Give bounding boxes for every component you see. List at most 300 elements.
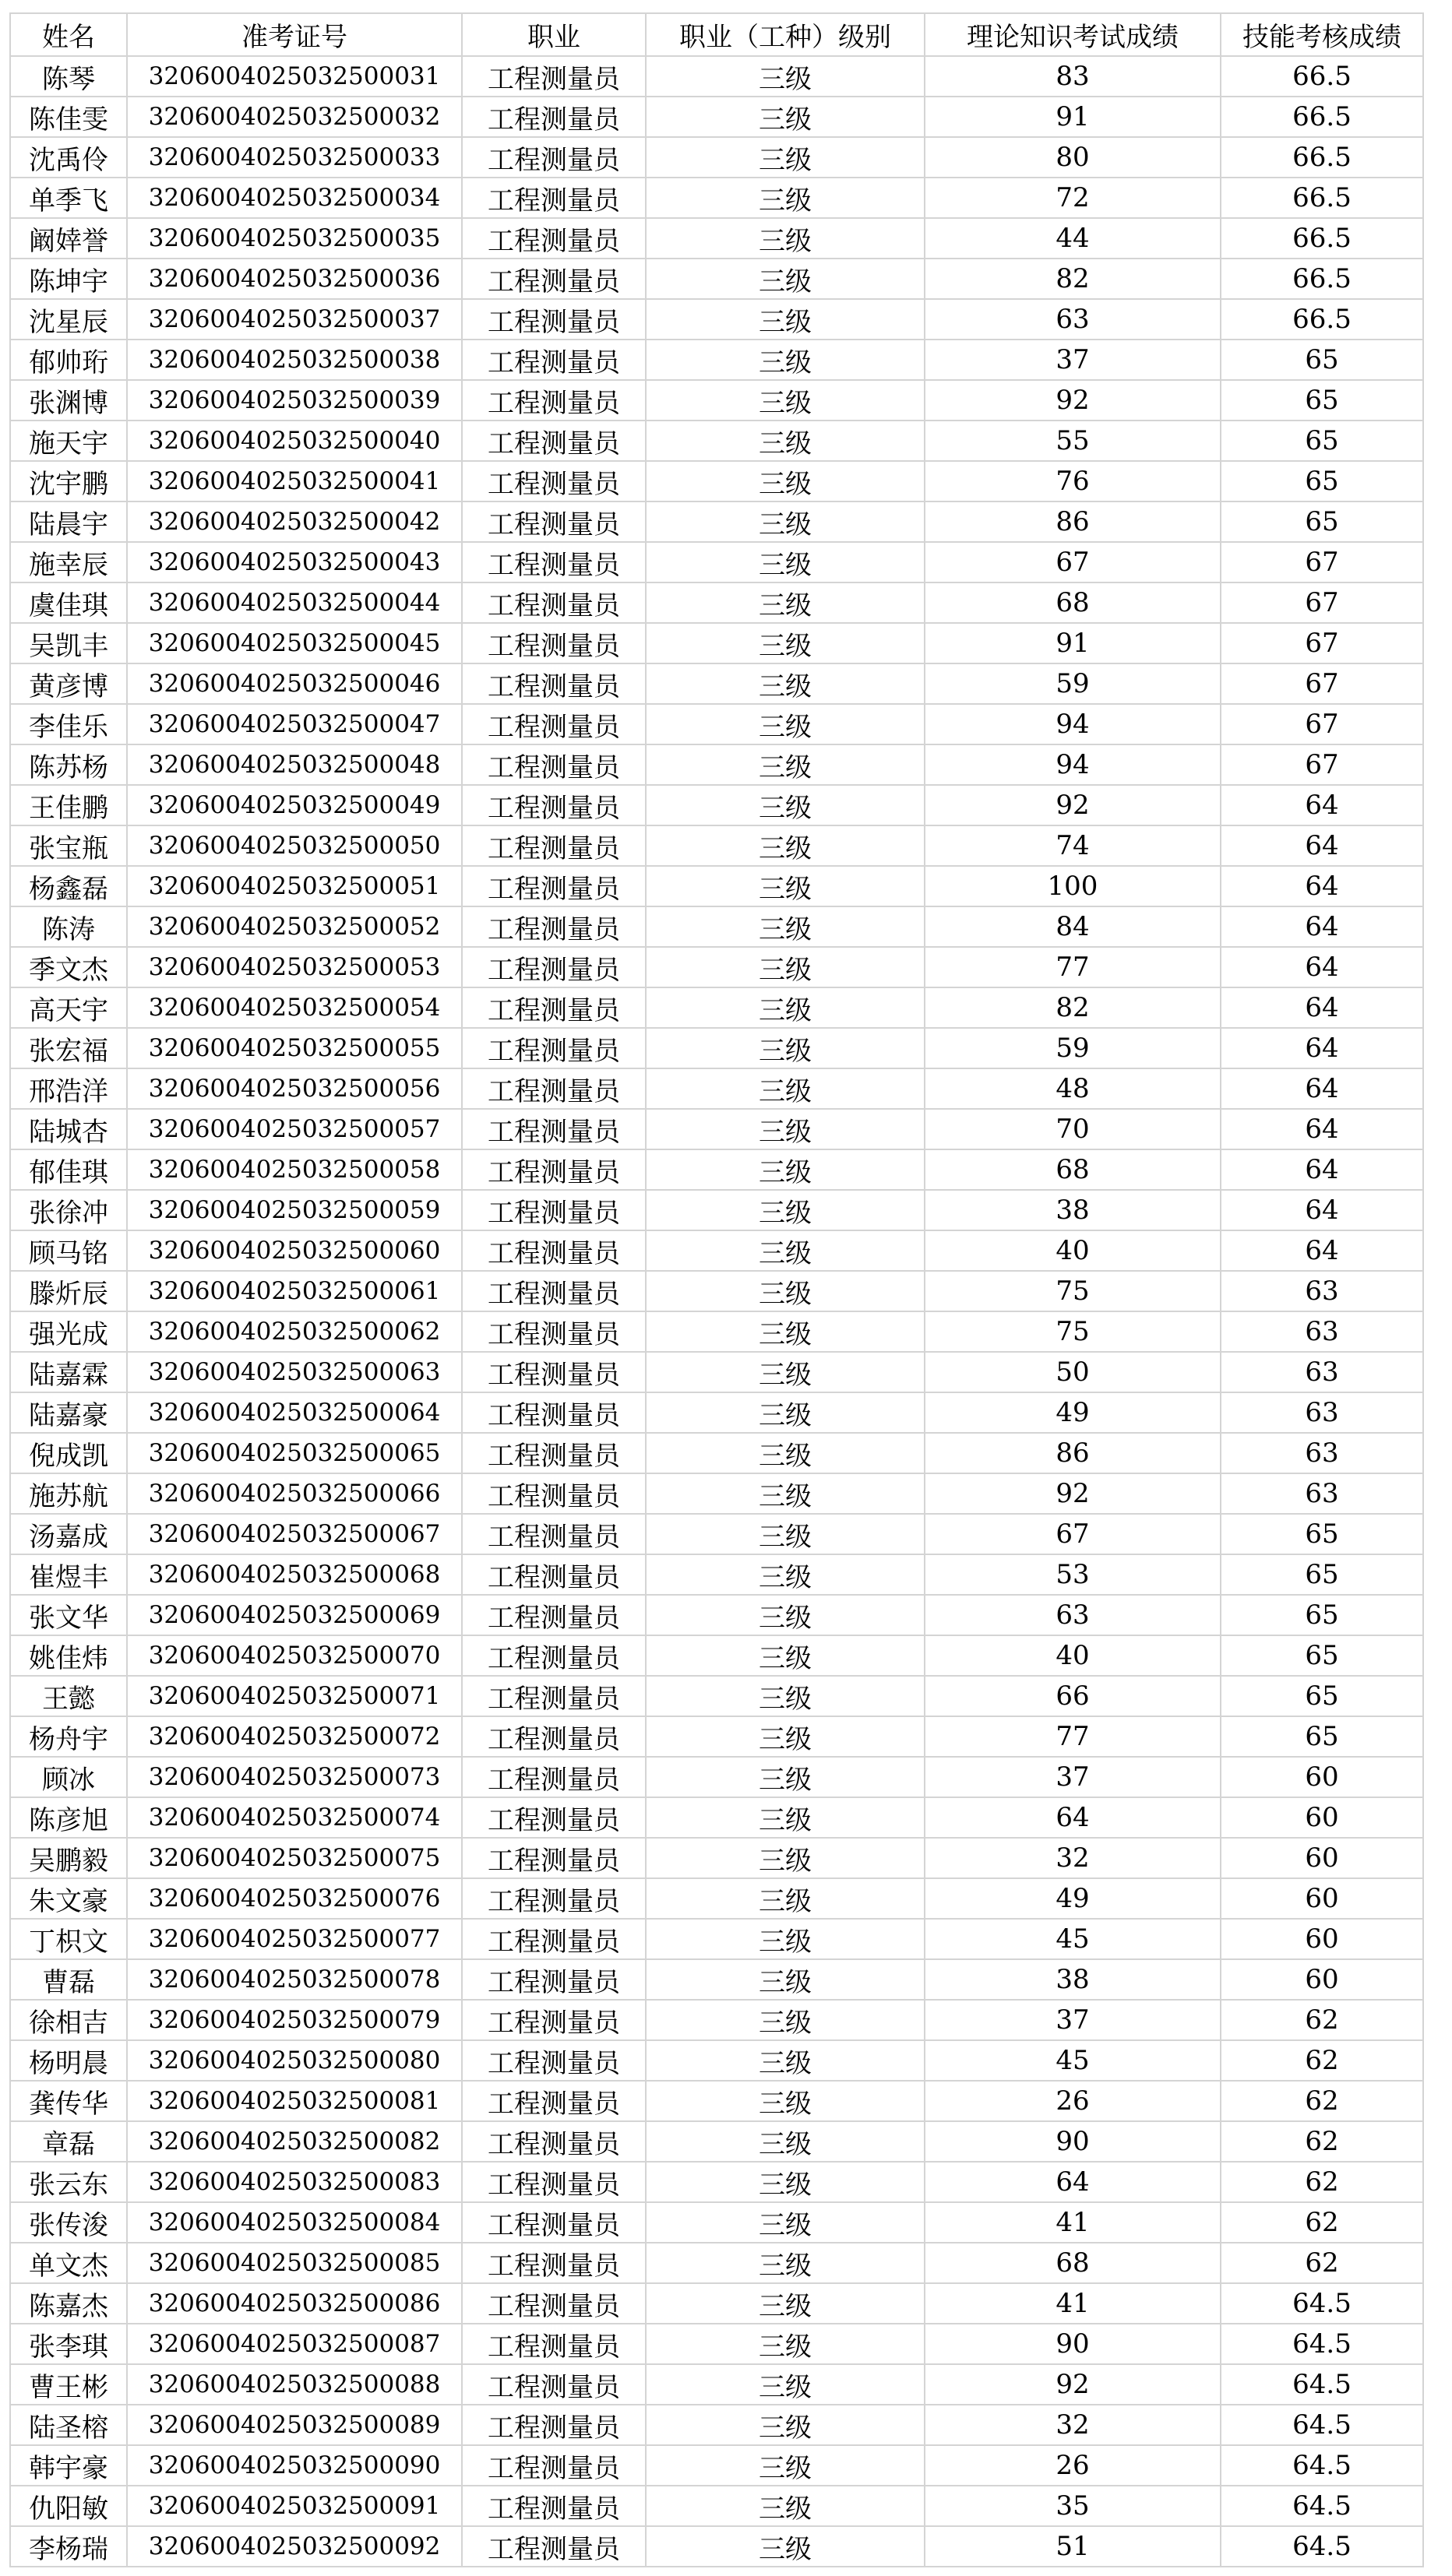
cell-exam-id: 3206004025032500067 xyxy=(127,1514,462,1554)
cell-skill-score: 65 xyxy=(1221,1676,1423,1716)
cell-skill-score: 64.5 xyxy=(1221,2324,1423,2364)
header-exam-id: 准考证号 xyxy=(127,13,462,56)
cell-name: 丁枳文 xyxy=(10,1919,127,1959)
cell-theory-score: 48 xyxy=(925,1068,1221,1109)
table-row xyxy=(10,2243,1423,2283)
cell-exam-id: 3206004025032500038 xyxy=(127,340,462,380)
cell-theory-score: 86 xyxy=(925,1433,1221,1473)
cell-occupation: 工程测量员 xyxy=(462,1838,646,1878)
cell-skill-score: 62 xyxy=(1221,2121,1423,2162)
table-row xyxy=(10,56,1423,97)
cell-exam-id: 3206004025032500087 xyxy=(127,2324,462,2364)
table-row xyxy=(10,2526,1423,2567)
cell-theory-score: 51 xyxy=(925,2526,1221,2567)
table-row xyxy=(10,2283,1423,2324)
cell-occupation: 工程测量员 xyxy=(462,947,646,987)
cell-level: 三级 xyxy=(646,623,925,663)
cell-level: 三级 xyxy=(646,2283,925,2324)
cell-skill-score: 64 xyxy=(1221,1028,1423,1068)
cell-occupation: 工程测量员 xyxy=(462,987,646,1028)
cell-theory-score: 91 xyxy=(925,623,1221,663)
cell-theory-score: 77 xyxy=(925,947,1221,987)
cell-theory-score: 66 xyxy=(925,1676,1221,1716)
table-row xyxy=(10,1716,1423,1757)
cell-name: 单季飞 xyxy=(10,178,127,218)
cell-skill-score: 65 xyxy=(1221,1635,1423,1676)
cell-skill-score: 64 xyxy=(1221,987,1423,1028)
cell-skill-score: 62 xyxy=(1221,2081,1423,2121)
cell-exam-id: 3206004025032500069 xyxy=(127,1595,462,1635)
cell-exam-id: 3206004025032500049 xyxy=(127,785,462,825)
cell-level: 三级 xyxy=(646,1554,925,1595)
cell-occupation: 工程测量员 xyxy=(462,178,646,218)
cell-level: 三级 xyxy=(646,744,925,785)
cell-skill-score: 64 xyxy=(1221,785,1423,825)
cell-occupation: 工程测量员 xyxy=(462,1190,646,1230)
cell-skill-score: 60 xyxy=(1221,1838,1423,1878)
cell-skill-score: 67 xyxy=(1221,582,1423,623)
cell-name: 顾马铭 xyxy=(10,1230,127,1271)
cell-name: 沈宇鹏 xyxy=(10,461,127,501)
cell-level: 三级 xyxy=(646,2364,925,2405)
cell-name: 阚婞誉 xyxy=(10,218,127,259)
cell-skill-score: 66.5 xyxy=(1221,218,1423,259)
cell-skill-score: 66.5 xyxy=(1221,97,1423,137)
cell-name: 陆嘉霖 xyxy=(10,1352,127,1392)
cell-theory-score: 94 xyxy=(925,704,1221,744)
cell-theory-score: 92 xyxy=(925,380,1221,421)
cell-name: 陆嘉豪 xyxy=(10,1392,127,1433)
cell-level: 三级 xyxy=(646,1311,925,1352)
cell-level: 三级 xyxy=(646,218,925,259)
cell-occupation: 工程测量员 xyxy=(462,906,646,947)
cell-skill-score: 66.5 xyxy=(1221,56,1423,97)
cell-level: 三级 xyxy=(646,137,925,178)
cell-exam-id: 3206004025032500037 xyxy=(127,299,462,340)
cell-skill-score: 64 xyxy=(1221,1230,1423,1271)
cell-occupation: 工程测量员 xyxy=(462,582,646,623)
cell-exam-id: 3206004025032500063 xyxy=(127,1352,462,1392)
table-row xyxy=(10,1554,1423,1595)
cell-occupation: 工程测量员 xyxy=(462,2526,646,2567)
cell-name: 沈星辰 xyxy=(10,299,127,340)
cell-theory-score: 44 xyxy=(925,218,1221,259)
cell-exam-id: 3206004025032500035 xyxy=(127,218,462,259)
cell-occupation: 工程测量员 xyxy=(462,1271,646,1311)
cell-occupation: 工程测量员 xyxy=(462,2445,646,2486)
cell-level: 三级 xyxy=(646,178,925,218)
cell-skill-score: 65 xyxy=(1221,380,1423,421)
cell-exam-id: 3206004025032500036 xyxy=(127,259,462,299)
table-row xyxy=(10,2040,1423,2081)
score-table xyxy=(9,12,1424,2567)
cell-exam-id: 3206004025032500091 xyxy=(127,2486,462,2526)
cell-theory-score: 53 xyxy=(925,1554,1221,1595)
cell-occupation: 工程测量员 xyxy=(462,299,646,340)
table-row xyxy=(10,421,1423,461)
cell-level: 三级 xyxy=(646,501,925,542)
cell-name: 陈琴 xyxy=(10,56,127,97)
table-row xyxy=(10,1271,1423,1311)
cell-exam-id: 3206004025032500089 xyxy=(127,2405,462,2445)
cell-level: 三级 xyxy=(646,1635,925,1676)
cell-occupation: 工程测量员 xyxy=(462,259,646,299)
cell-occupation: 工程测量员 xyxy=(462,461,646,501)
cell-exam-id: 3206004025032500050 xyxy=(127,825,462,866)
cell-name: 曹磊 xyxy=(10,1959,127,2000)
cell-level: 三级 xyxy=(646,947,925,987)
cell-level: 三级 xyxy=(646,1797,925,1838)
header-name: 姓名 xyxy=(10,13,127,56)
cell-occupation: 工程测量员 xyxy=(462,2121,646,2162)
cell-level: 三级 xyxy=(646,1514,925,1554)
cell-theory-score: 38 xyxy=(925,1190,1221,1230)
table-row xyxy=(10,1676,1423,1716)
cell-name: 陆城杏 xyxy=(10,1109,127,1149)
cell-occupation: 工程测量员 xyxy=(462,1797,646,1838)
cell-theory-score: 45 xyxy=(925,2040,1221,2081)
cell-occupation: 工程测量员 xyxy=(462,1473,646,1514)
table-row xyxy=(10,1838,1423,1878)
header-level: 职业（工种）级别 xyxy=(646,13,925,56)
cell-name: 张云东 xyxy=(10,2162,127,2202)
table-row xyxy=(10,1635,1423,1676)
cell-occupation: 工程测量员 xyxy=(462,744,646,785)
table-row xyxy=(10,1149,1423,1190)
cell-skill-score: 66.5 xyxy=(1221,137,1423,178)
cell-name: 高天宇 xyxy=(10,987,127,1028)
cell-exam-id: 3206004025032500057 xyxy=(127,1109,462,1149)
cell-skill-score: 64 xyxy=(1221,1190,1423,1230)
cell-theory-score: 37 xyxy=(925,340,1221,380)
table-row xyxy=(10,178,1423,218)
cell-name: 章磊 xyxy=(10,2121,127,2162)
cell-skill-score: 64 xyxy=(1221,906,1423,947)
cell-exam-id: 3206004025032500059 xyxy=(127,1190,462,1230)
cell-name: 李佳乐 xyxy=(10,704,127,744)
table-row xyxy=(10,704,1423,744)
cell-name: 龚传华 xyxy=(10,2081,127,2121)
table-row xyxy=(10,1433,1423,1473)
table-row xyxy=(10,380,1423,421)
cell-name: 郁帅珩 xyxy=(10,340,127,380)
cell-level: 三级 xyxy=(646,663,925,704)
cell-exam-id: 3206004025032500044 xyxy=(127,582,462,623)
cell-exam-id: 3206004025032500070 xyxy=(127,1635,462,1676)
cell-theory-score: 35 xyxy=(925,2486,1221,2526)
cell-level: 三级 xyxy=(646,1149,925,1190)
cell-name: 曹王彬 xyxy=(10,2364,127,2405)
cell-theory-score: 26 xyxy=(925,2445,1221,2486)
cell-theory-score: 92 xyxy=(925,1473,1221,1514)
cell-occupation: 工程测量员 xyxy=(462,1230,646,1271)
table-body xyxy=(10,56,1423,2567)
cell-level: 三级 xyxy=(646,1352,925,1392)
cell-occupation: 工程测量员 xyxy=(462,1676,646,1716)
cell-occupation: 工程测量员 xyxy=(462,1514,646,1554)
cell-occupation: 工程测量员 xyxy=(462,2405,646,2445)
cell-skill-score: 62 xyxy=(1221,2243,1423,2283)
cell-theory-score: 82 xyxy=(925,259,1221,299)
cell-theory-score: 100 xyxy=(925,866,1221,906)
cell-level: 三级 xyxy=(646,825,925,866)
table-row xyxy=(10,1473,1423,1514)
cell-occupation: 工程测量员 xyxy=(462,218,646,259)
cell-exam-id: 3206004025032500053 xyxy=(127,947,462,987)
cell-level: 三级 xyxy=(646,1595,925,1635)
cell-skill-score: 67 xyxy=(1221,663,1423,704)
cell-exam-id: 3206004025032500055 xyxy=(127,1028,462,1068)
cell-name: 张传浚 xyxy=(10,2202,127,2243)
cell-skill-score: 64 xyxy=(1221,866,1423,906)
cell-level: 三级 xyxy=(646,987,925,1028)
table-row xyxy=(10,97,1423,137)
cell-level: 三级 xyxy=(646,2081,925,2121)
cell-level: 三级 xyxy=(646,1068,925,1109)
cell-occupation: 工程测量员 xyxy=(462,1433,646,1473)
cell-skill-score: 62 xyxy=(1221,2040,1423,2081)
cell-name: 汤嘉成 xyxy=(10,1514,127,1554)
cell-name: 黄彦博 xyxy=(10,663,127,704)
cell-level: 三级 xyxy=(646,461,925,501)
cell-name: 郁佳琪 xyxy=(10,1149,127,1190)
cell-name: 李杨瑞 xyxy=(10,2526,127,2567)
cell-level: 三级 xyxy=(646,866,925,906)
cell-level: 三级 xyxy=(646,1878,925,1919)
cell-theory-score: 41 xyxy=(925,2283,1221,2324)
cell-occupation: 工程测量员 xyxy=(462,1352,646,1392)
cell-exam-id: 3206004025032500056 xyxy=(127,1068,462,1109)
cell-exam-id: 3206004025032500081 xyxy=(127,2081,462,2121)
cell-skill-score: 64.5 xyxy=(1221,2445,1423,2486)
cell-exam-id: 3206004025032500090 xyxy=(127,2445,462,2486)
cell-skill-score: 66.5 xyxy=(1221,178,1423,218)
cell-theory-score: 37 xyxy=(925,1757,1221,1797)
table-row xyxy=(10,1919,1423,1959)
cell-exam-id: 3206004025032500061 xyxy=(127,1271,462,1311)
cell-skill-score: 64.5 xyxy=(1221,2364,1423,2405)
cell-level: 三级 xyxy=(646,299,925,340)
cell-skill-score: 64 xyxy=(1221,947,1423,987)
cell-theory-score: 92 xyxy=(925,2364,1221,2405)
cell-theory-score: 63 xyxy=(925,299,1221,340)
cell-theory-score: 74 xyxy=(925,825,1221,866)
cell-level: 三级 xyxy=(646,2000,925,2040)
cell-occupation: 工程测量员 xyxy=(462,623,646,663)
cell-exam-id: 3206004025032500083 xyxy=(127,2162,462,2202)
table-row xyxy=(10,1352,1423,1392)
cell-skill-score: 60 xyxy=(1221,1959,1423,2000)
cell-exam-id: 3206004025032500071 xyxy=(127,1676,462,1716)
cell-exam-id: 3206004025032500082 xyxy=(127,2121,462,2162)
cell-theory-score: 68 xyxy=(925,582,1221,623)
cell-theory-score: 59 xyxy=(925,1028,1221,1068)
cell-occupation: 工程测量员 xyxy=(462,501,646,542)
cell-level: 三级 xyxy=(646,1433,925,1473)
cell-occupation: 工程测量员 xyxy=(462,704,646,744)
cell-level: 三级 xyxy=(646,1028,925,1068)
cell-level: 三级 xyxy=(646,1271,925,1311)
header-skill-score: 技能考核成绩 xyxy=(1221,13,1423,56)
cell-level: 三级 xyxy=(646,542,925,582)
cell-exam-id: 3206004025032500076 xyxy=(127,1878,462,1919)
cell-name: 崔煜丰 xyxy=(10,1554,127,1595)
cell-level: 三级 xyxy=(646,1959,925,2000)
cell-theory-score: 68 xyxy=(925,2243,1221,2283)
table-row xyxy=(10,2000,1423,2040)
cell-exam-id: 3206004025032500052 xyxy=(127,906,462,947)
table-row xyxy=(10,744,1423,785)
cell-name: 滕炘辰 xyxy=(10,1271,127,1311)
cell-exam-id: 3206004025032500041 xyxy=(127,461,462,501)
cell-name: 季文杰 xyxy=(10,947,127,987)
cell-occupation: 工程测量员 xyxy=(462,825,646,866)
cell-level: 三级 xyxy=(646,2162,925,2202)
cell-occupation: 工程测量员 xyxy=(462,1635,646,1676)
cell-occupation: 工程测量员 xyxy=(462,1149,646,1190)
cell-name: 陈苏杨 xyxy=(10,744,127,785)
table-row xyxy=(10,1514,1423,1554)
cell-name: 邢浩洋 xyxy=(10,1068,127,1109)
cell-theory-score: 49 xyxy=(925,1392,1221,1433)
cell-occupation: 工程测量员 xyxy=(462,2162,646,2202)
cell-skill-score: 62 xyxy=(1221,2202,1423,2243)
cell-skill-score: 67 xyxy=(1221,623,1423,663)
table-row xyxy=(10,866,1423,906)
table-row xyxy=(10,542,1423,582)
cell-name: 徐相吉 xyxy=(10,2000,127,2040)
cell-name: 姚佳炜 xyxy=(10,1635,127,1676)
cell-theory-score: 40 xyxy=(925,1635,1221,1676)
cell-occupation: 工程测量员 xyxy=(462,1757,646,1797)
cell-exam-id: 3206004025032500062 xyxy=(127,1311,462,1352)
cell-exam-id: 3206004025032500085 xyxy=(127,2243,462,2283)
table-row xyxy=(10,501,1423,542)
cell-occupation: 工程测量员 xyxy=(462,56,646,97)
table-row xyxy=(10,2445,1423,2486)
cell-level: 三级 xyxy=(646,785,925,825)
cell-theory-score: 50 xyxy=(925,1352,1221,1392)
cell-skill-score: 66.5 xyxy=(1221,299,1423,340)
cell-theory-score: 75 xyxy=(925,1311,1221,1352)
cell-occupation: 工程测量员 xyxy=(462,1028,646,1068)
cell-theory-score: 86 xyxy=(925,501,1221,542)
cell-exam-id: 3206004025032500040 xyxy=(127,421,462,461)
cell-level: 三级 xyxy=(646,1109,925,1149)
cell-level: 三级 xyxy=(646,2243,925,2283)
cell-skill-score: 65 xyxy=(1221,340,1423,380)
cell-exam-id: 3206004025032500051 xyxy=(127,866,462,906)
cell-theory-score: 94 xyxy=(925,744,1221,785)
cell-skill-score: 64 xyxy=(1221,825,1423,866)
cell-name: 杨舟宇 xyxy=(10,1716,127,1757)
cell-exam-id: 3206004025032500086 xyxy=(127,2283,462,2324)
cell-theory-score: 83 xyxy=(925,56,1221,97)
cell-theory-score: 84 xyxy=(925,906,1221,947)
cell-occupation: 工程测量员 xyxy=(462,785,646,825)
cell-skill-score: 64.5 xyxy=(1221,2283,1423,2324)
cell-occupation: 工程测量员 xyxy=(462,542,646,582)
cell-theory-score: 41 xyxy=(925,2202,1221,2243)
cell-exam-id: 3206004025032500073 xyxy=(127,1757,462,1797)
cell-level: 三级 xyxy=(646,1919,925,1959)
cell-level: 三级 xyxy=(646,1676,925,1716)
cell-name: 杨鑫磊 xyxy=(10,866,127,906)
cell-occupation: 工程测量员 xyxy=(462,380,646,421)
cell-name: 韩宇豪 xyxy=(10,2445,127,2486)
cell-skill-score: 63 xyxy=(1221,1392,1423,1433)
table-row xyxy=(10,1109,1423,1149)
table-row xyxy=(10,947,1423,987)
cell-theory-score: 76 xyxy=(925,461,1221,501)
cell-skill-score: 67 xyxy=(1221,542,1423,582)
cell-skill-score: 65 xyxy=(1221,1554,1423,1595)
table-row xyxy=(10,1230,1423,1271)
cell-name: 张宏福 xyxy=(10,1028,127,1068)
cell-name: 强光成 xyxy=(10,1311,127,1352)
cell-skill-score: 64 xyxy=(1221,1109,1423,1149)
cell-theory-score: 63 xyxy=(925,1595,1221,1635)
table-row xyxy=(10,906,1423,947)
cell-exam-id: 3206004025032500088 xyxy=(127,2364,462,2405)
cell-occupation: 工程测量员 xyxy=(462,97,646,137)
cell-skill-score: 63 xyxy=(1221,1311,1423,1352)
cell-exam-id: 3206004025032500058 xyxy=(127,1149,462,1190)
cell-exam-id: 3206004025032500034 xyxy=(127,178,462,218)
cell-exam-id: 3206004025032500046 xyxy=(127,663,462,704)
cell-name: 张文华 xyxy=(10,1595,127,1635)
table-row xyxy=(10,1797,1423,1838)
cell-level: 三级 xyxy=(646,582,925,623)
cell-occupation: 工程测量员 xyxy=(462,2486,646,2526)
cell-theory-score: 67 xyxy=(925,1514,1221,1554)
cell-name: 倪成凯 xyxy=(10,1433,127,1473)
cell-theory-score: 92 xyxy=(925,785,1221,825)
cell-skill-score: 63 xyxy=(1221,1271,1423,1311)
cell-exam-id: 3206004025032500048 xyxy=(127,744,462,785)
table-row xyxy=(10,1959,1423,2000)
cell-exam-id: 3206004025032500080 xyxy=(127,2040,462,2081)
cell-name: 吴凯丰 xyxy=(10,623,127,663)
cell-occupation: 工程测量员 xyxy=(462,2283,646,2324)
cell-theory-score: 32 xyxy=(925,2405,1221,2445)
table-row xyxy=(10,582,1423,623)
table-row xyxy=(10,825,1423,866)
cell-skill-score: 65 xyxy=(1221,1595,1423,1635)
cell-occupation: 工程测量员 xyxy=(462,421,646,461)
cell-name: 王佳鹏 xyxy=(10,785,127,825)
cell-exam-id: 3206004025032500032 xyxy=(127,97,462,137)
cell-skill-score: 65 xyxy=(1221,1514,1423,1554)
table-row xyxy=(10,1190,1423,1230)
cell-theory-score: 90 xyxy=(925,2324,1221,2364)
cell-level: 三级 xyxy=(646,1190,925,1230)
cell-name: 陈彦旭 xyxy=(10,1797,127,1838)
cell-exam-id: 3206004025032500092 xyxy=(127,2526,462,2567)
cell-skill-score: 63 xyxy=(1221,1473,1423,1514)
cell-exam-id: 3206004025032500084 xyxy=(127,2202,462,2243)
cell-theory-score: 38 xyxy=(925,1959,1221,2000)
cell-name: 顾冰 xyxy=(10,1757,127,1797)
cell-skill-score: 63 xyxy=(1221,1352,1423,1392)
cell-exam-id: 3206004025032500074 xyxy=(127,1797,462,1838)
cell-skill-score: 60 xyxy=(1221,1919,1423,1959)
cell-occupation: 工程测量员 xyxy=(462,1595,646,1635)
cell-name: 张李琪 xyxy=(10,2324,127,2364)
table-row xyxy=(10,218,1423,259)
header-theory-score: 理论知识考试成绩 xyxy=(925,13,1221,56)
cell-level: 三级 xyxy=(646,97,925,137)
